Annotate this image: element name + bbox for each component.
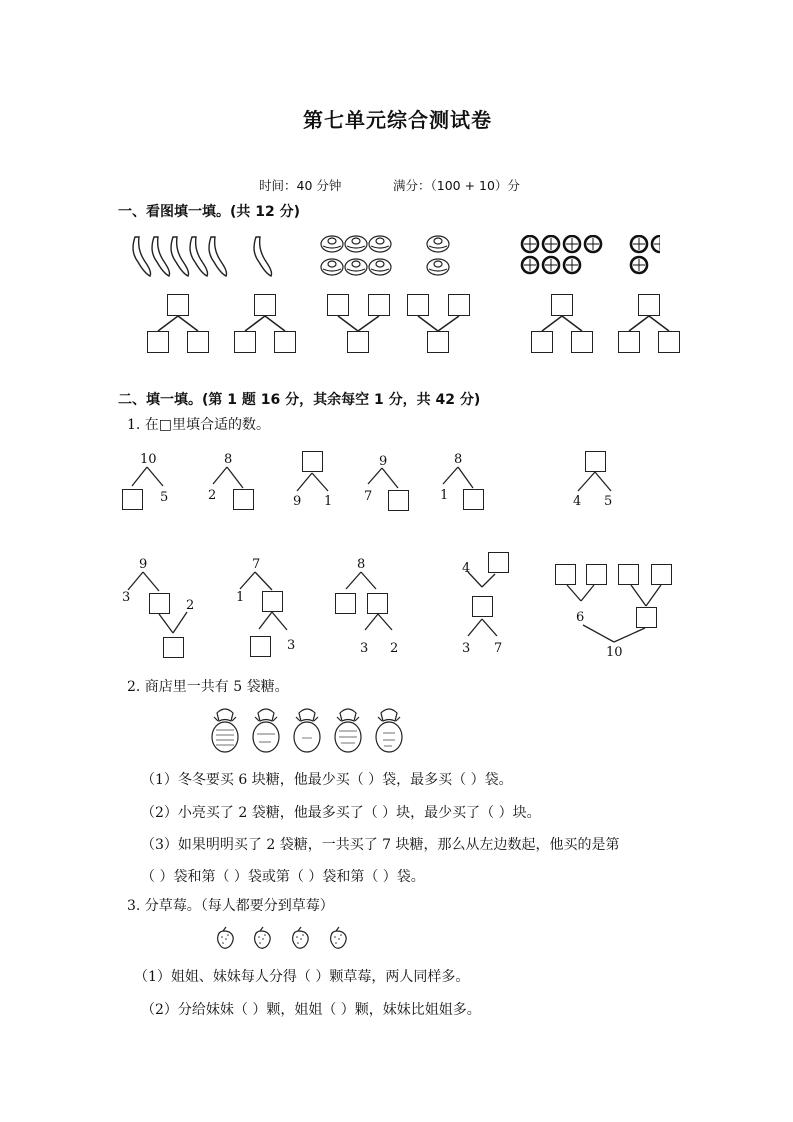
q1-h-bottom-right: 3 [287, 638, 296, 653]
q1-j-bottom-left: 3 [462, 641, 471, 656]
q3-item-2: （2）分给妹妹（ ）颗，姐姐（ ）颗，妹妹比姐姐多。 [141, 1002, 481, 1018]
q2-item-1: （1）冬冬要买 6 块糖，他最少买（ ）袋，最多买（ ）袋。 [141, 772, 513, 788]
q1-f-left: 4 [573, 494, 582, 509]
q2-item-2: （2）小亮买了 2 袋糖，他最多买了（ ）块，最少买了（ ）块。 [141, 805, 541, 821]
q1-c-left: 9 [293, 494, 302, 509]
q1-g-mid-right: 2 [186, 598, 195, 613]
q1-g-top: 9 [139, 557, 148, 572]
q1-k-left-sum: 6 [576, 610, 585, 625]
q1-i-top: 8 [357, 557, 366, 572]
q1-h-mid-box[interactable] [262, 591, 283, 612]
answer-box-cake2-part2[interactable] [448, 294, 470, 316]
answer-box-pepper-part2[interactable] [187, 331, 209, 353]
answer-box-flower-part2[interactable] [571, 331, 593, 353]
q1-c-top-box[interactable] [302, 451, 323, 472]
q1-e-left: 1 [440, 488, 449, 503]
q1-d-left: 7 [364, 489, 373, 504]
answer-box-pepper2-part1[interactable] [234, 331, 256, 353]
answer-box-cake2-total[interactable] [427, 331, 449, 353]
strawberry-icons [215, 925, 355, 953]
pepper-icons [130, 234, 280, 280]
q1-i-right-box[interactable] [367, 593, 388, 614]
q1-b-right-box[interactable] [233, 489, 254, 510]
q1-i-bottom-left: 3 [360, 641, 369, 656]
q1-j-bottom-right: 7 [494, 641, 503, 656]
answer-box-flower2-total[interactable] [638, 294, 660, 316]
q1-g-left: 3 [122, 590, 131, 605]
q1-j-mid-box[interactable] [472, 596, 493, 617]
answer-box-cake2-part1[interactable] [407, 294, 429, 316]
q1-j-top-box[interactable] [488, 552, 509, 573]
q1-i-bottom-right: 2 [390, 641, 399, 656]
time-limit: 时间：40 分钟 [259, 178, 342, 193]
q1-prompt: 1. 在□里填合适的数。 [127, 417, 271, 433]
answer-box-cake-part1[interactable] [327, 294, 349, 316]
q3-prompt: 3. 分草莓。（每人都要分到草莓） [127, 898, 334, 914]
q1-k-box-1[interactable] [555, 564, 576, 585]
q1-k-box-2[interactable] [586, 564, 607, 585]
q3-item-1: （1）姐姐、妹妹每人分得（ ）颗草莓，两人同样多。 [134, 969, 470, 985]
q1-a-top: 10 [140, 452, 157, 467]
answer-box-cake-part2[interactable] [368, 294, 390, 316]
answer-box-flower2-part1[interactable] [618, 331, 640, 353]
q1-a-left-box[interactable] [122, 489, 143, 510]
q1-e-top: 8 [454, 452, 463, 467]
section1-heading: 一、看图填一填。(共 12 分) [118, 204, 301, 220]
answer-box-pepper-total[interactable] [167, 294, 189, 316]
answer-box-cake-total[interactable] [347, 331, 369, 353]
answer-box-pepper2-total[interactable] [254, 294, 276, 316]
q1-g-bottom-box[interactable] [163, 637, 184, 658]
full-score: 满分：（100 + 10）分 [393, 178, 520, 193]
q1-h-bottom-left-box[interactable] [250, 636, 271, 657]
answer-box-flower2-part2[interactable] [658, 331, 680, 353]
q1-b-left: 2 [208, 488, 217, 503]
q1-k-right-sum-box[interactable] [636, 607, 657, 628]
q1-j-left: 4 [462, 561, 471, 576]
q1-c-right: 1 [324, 494, 333, 509]
q1-h-top: 7 [252, 557, 261, 572]
q1-i-left-box[interactable] [335, 593, 356, 614]
q1-g-mid-box[interactable] [149, 593, 170, 614]
q1-d-top: 9 [379, 454, 388, 469]
page-title: 第七单元综合测试卷 [303, 108, 492, 132]
q1-k-box-4[interactable] [651, 564, 672, 585]
answer-box-pepper2-part2[interactable] [274, 331, 296, 353]
q2-prompt: 2. 商店里一共有 5 袋糖。 [127, 679, 289, 695]
q2-item-3-cont: （ ）袋和第（ ）袋或第（ ）袋和第（ ）袋。 [141, 869, 425, 885]
section2-heading: 二、填一填。(第 1 题 16 分，其余每空 1 分，共 42 分) [118, 392, 481, 408]
flower-icons [520, 235, 660, 277]
answer-box-flower-part1[interactable] [531, 331, 553, 353]
q1-b-top: 8 [224, 452, 233, 467]
q1-h-left: 1 [236, 590, 245, 605]
q1-k-total: 10 [606, 645, 623, 660]
q1-e-right-box[interactable] [463, 489, 484, 510]
q2-item-3: （3）如果明明买了 2 袋糖，一共买了 7 块糖，那么从左边数起，他买的是第 [141, 837, 620, 853]
answer-box-pepper-part1[interactable] [147, 331, 169, 353]
cake-icons [320, 234, 455, 278]
q1-a-right: 5 [160, 490, 169, 505]
q1-d-right-box[interactable] [388, 490, 409, 511]
candy-bag-icons [208, 703, 418, 753]
answer-box-flower-total[interactable] [551, 294, 573, 316]
q1-f-right: 5 [604, 494, 613, 509]
q1-f-top-box[interactable] [585, 451, 606, 472]
q1-k-box-3[interactable] [618, 564, 639, 585]
